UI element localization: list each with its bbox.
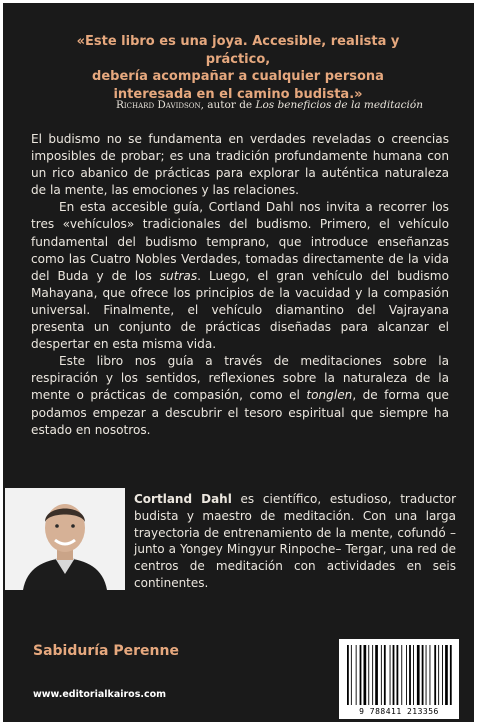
series-name: Sabiduría Perenne <box>33 643 179 659</box>
synopsis-p3-part-2: , de forma que podamos empezar a descubrir el tesoro espiritual que siempre ha estado en nosotros. <box>31 388 449 437</box>
author-bio-text: es científico, estudioso, traductor budista y maestro de meditación. Con una larga trayectoria de entrenamiento de la mente, cofundó –junto a Yongey Mingyur Rinpoche– Tergar, una red de centros de meditación con actividades en seis continentes. <box>134 492 456 590</box>
synopsis-p3-part-1: Este libro nos guía a través de meditaciones sobre la respiración y los sentidos, reflexiones sobre la naturaleza de la mente o prácticas de compasión, como el <box>31 354 449 403</box>
synopsis-p2-part-1: En esta accesible guía, Cortland Dahl nos invita a recorrer los tres «vehículos» tradicionales del budismo. Primero, el vehículo fundamental del budismo temprano, que introduce enseñanzas como las Cuatro Nobles Verdades, tomadas directamente de la vida del Buda y de los <box>31 200 449 283</box>
synopsis-p3-emphasis: tonglen <box>306 388 353 403</box>
synopsis-paragraph-1: El budismo no se fundamenta en verdades reveladas o creencias imposibles de probar; es una tradición profundamente humana con un rico abanico de prácticas para explorar la auténtica naturaleza de la mente, las emociones y las relaciones. <box>31 132 449 198</box>
barcode-bars <box>339 639 459 707</box>
quote-attribution <box>63 99 423 111</box>
quote-author: Richard Davidson <box>115 99 201 111</box>
quote-line-1: «Este libro es una joya. Accesible, realista y práctico, <box>76 34 400 67</box>
isbn-barcode <box>339 639 459 719</box>
author-portrait-illustration <box>5 488 125 590</box>
endorsement-quote <box>43 33 433 103</box>
synopsis-paragraph-3 <box>31 353 449 438</box>
quote-line-2: debería acompañar a cualquier persona <box>92 69 384 84</box>
quote-line-3: interesada en el camino budista.» <box>113 86 363 102</box>
author-name: Cortland Dahl <box>134 492 232 506</box>
barcode-digits: 9 788411 213356 <box>359 707 439 716</box>
quote-book-title: Los beneficios de la meditación <box>255 99 423 111</box>
synopsis-p2-emphasis: sutras <box>159 268 198 283</box>
synopsis-paragraph-2 <box>31 199 449 353</box>
author-bio <box>134 491 456 592</box>
author-photo <box>5 488 125 590</box>
publisher-website[interactable]: www.editorialkairos.com <box>33 689 167 700</box>
back-cover <box>3 3 474 722</box>
synopsis-p2-part-2: . Luego, el gran vehículo del budismo Mahayana, que ofrece los principios de la vacuidad y la compasión universal. Finalmente, el vehículo diamantino del Vajrayana presenta un conjunto de prácticas diseñadas para alcanzar el despertar en esta misma vida. <box>31 268 449 352</box>
synopsis <box>31 131 449 439</box>
quote-author-suffix: , autor de <box>200 99 256 111</box>
